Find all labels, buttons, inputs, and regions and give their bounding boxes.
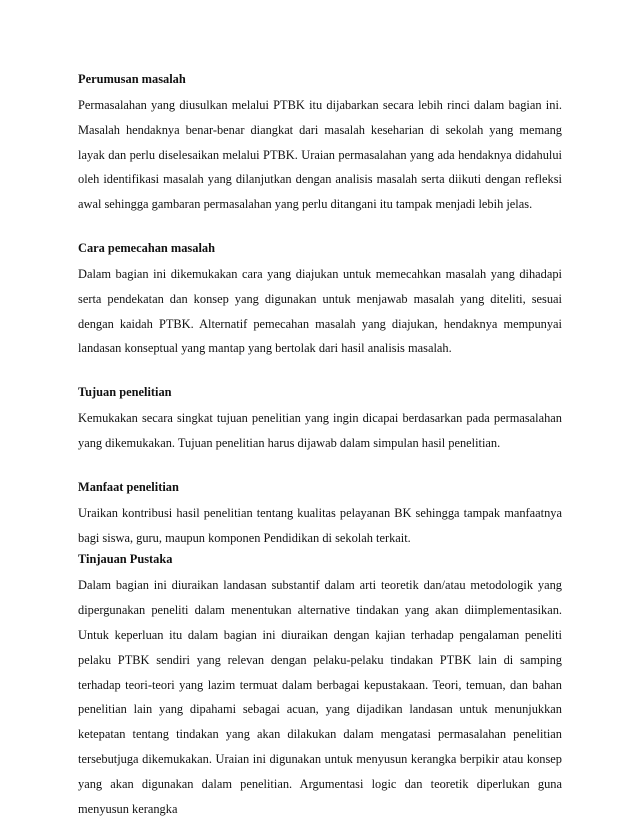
section-paragraph: Dalam bagian ini dikemukakan cara yang diajukan untuk memecahkan masalah yang dihadapi serta pendekatan dan konsep yang digunakan untuk menjawab masalah yang diteliti, sesuai dengan kaidah PTBK. Alternatif pemecahan masalah yang diajukan, hendaknya mempunyai landasan konseptual yang mantap yang bertolak dari hasil analisis masalah. <box>78 266 562 356</box>
section-paragraph: Dalam bagian ini diuraikan landasan substantif dalam arti teoretik dan/atau metodologik yang dipergunakan peneliti dalam menentukan alternative tindakan yang akan diimplementasikan. Untuk keperluan itu dalam bagian ini diuraikan dengan kajian terhadap pengalaman peneliti pelaku PTBK sendiri yang relevan dengan pelaku-pelaku tindakan PTBK lain di samping terhadap teori-teori yang lazim termuat dalam berbagai kepustakaan. Teori, temuan, dan bahan penelitian lain yang dipahami sebagai acuan, yang dijadikan landasan untuk menunjukkan ketepatan tentang tindakan yang akan dilakukan dalam mengatasi permasalahan penelitian tersebutjuga dikemukakan. Uraian ini digunakan untuk menyusun kerangka berpikir atau konsep yang akan digunakan dalam penelitian. Argumentasi logic dan teoretik diperlukan guna menyusun kerangka <box>78 578 562 816</box>
section-heading: Cara pemecahan masalah <box>78 240 215 255</box>
section-manfaat-penelitian <box>78 478 562 551</box>
section-tinjauan-pustaka <box>78 550 562 821</box>
section-heading: Perumusan masalah <box>78 72 186 86</box>
section-cara-pemecahan-masalah <box>78 239 562 361</box>
section-heading: Tinjauan Pustaka <box>78 552 173 567</box>
section-paragraph: Permasalahan yang diusulkan melalui PTBK itu dijabarkan secara lebih rinci dalam bagian ini. Masalah hendaknya benar-benar diangkat dari masalah keseharian di sekolah yang memang layak dan perlu diselesaikan melalui PTBK. Uraian permasalahan yang ada hendaknya didahului oleh identifikasi masalah yang dilanjutkan dengan analisis masalah serta diikuti dengan refleksi awal sehingga gambaran permasalahan yang perlu ditangani itu tampak menjadi lebih jelas. <box>78 98 562 212</box>
section-paragraph: Uraikan kontribusi hasil penelitian tentang kualitas pelayanan BK sehingga tampak manfaatnya bagi siswa, guru, maupun komponen Pendidikan di sekolah terkait. <box>78 505 562 545</box>
section-heading: Tujuan penelitian <box>78 385 172 400</box>
document-page <box>78 70 562 821</box>
section-heading: Manfaat penelitian <box>78 479 179 494</box>
section-tujuan-penelitian <box>78 383 562 456</box>
section-paragraph: Kemukakan secara singkat tujuan penelitian yang ingin dicapai berdasarkan pada permasalahan yang dikemukakan. Tujuan penelitian harus dijawab dalam simpulan hasil penelitian. <box>78 411 562 450</box>
section-perumusan-masalah <box>78 70 562 217</box>
